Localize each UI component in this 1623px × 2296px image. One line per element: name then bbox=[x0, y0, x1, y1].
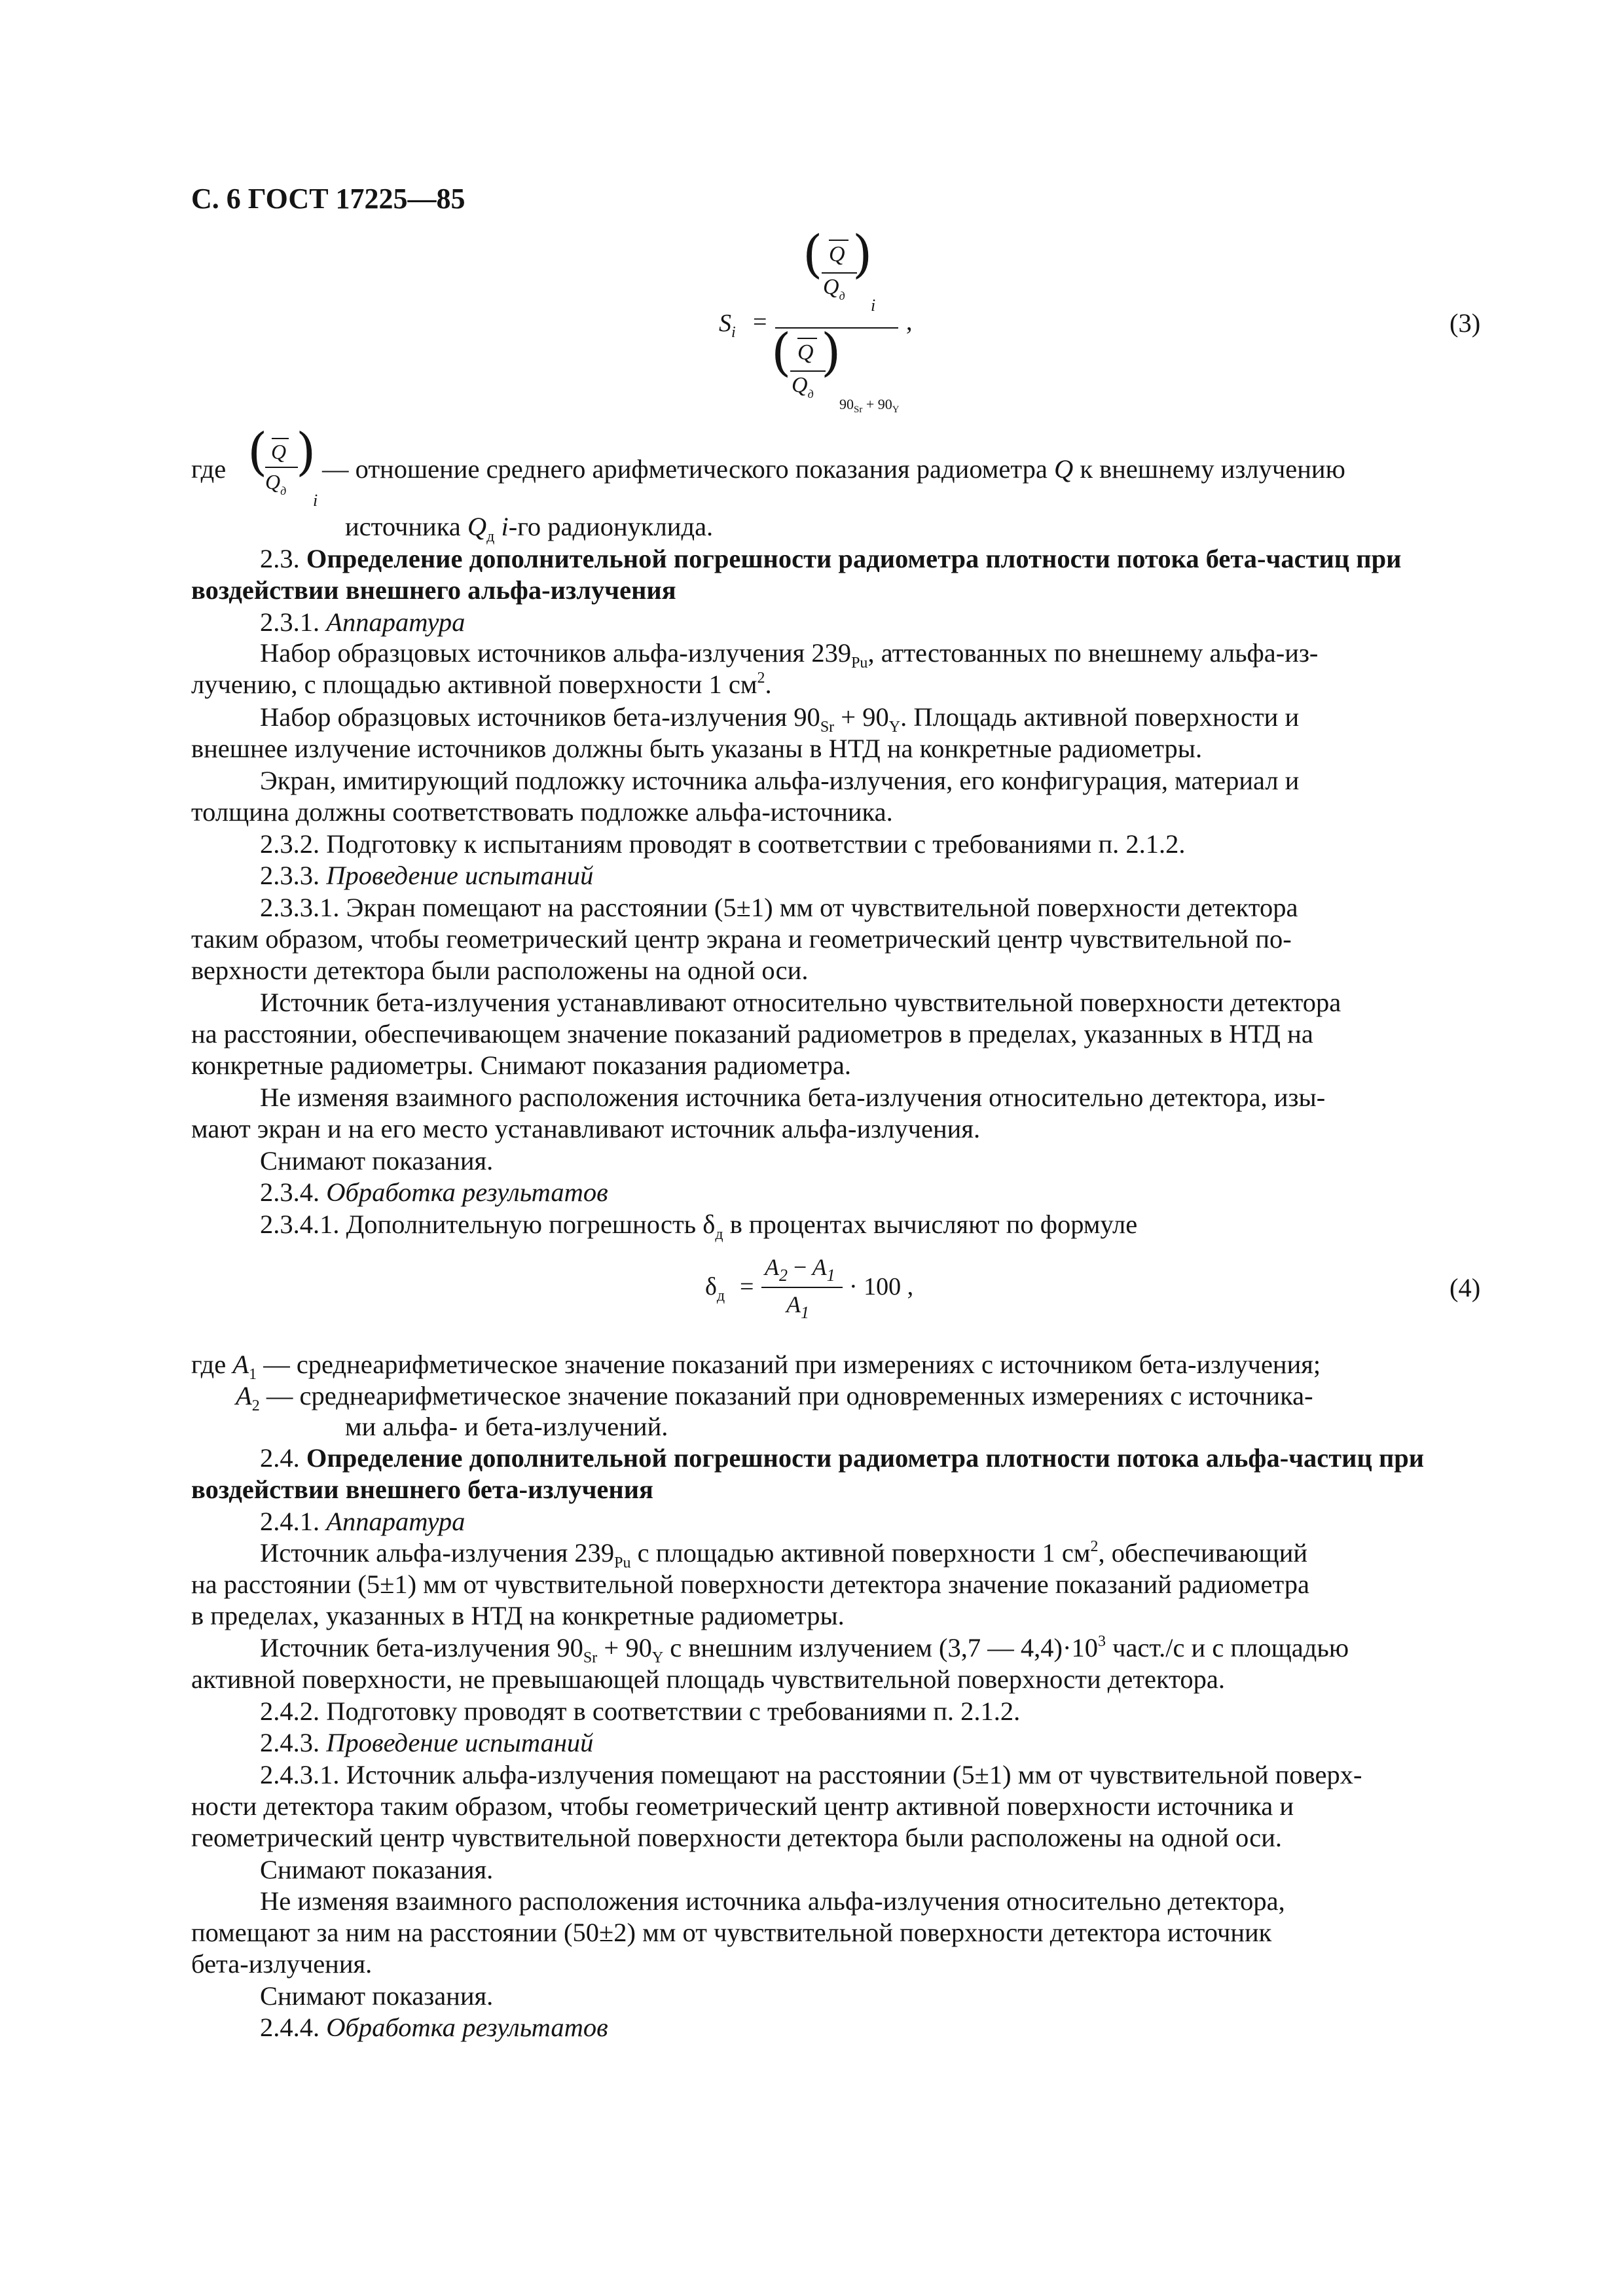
formula3-den-overline bbox=[797, 338, 817, 339]
where2-a2: $A_2$ — среднеарифметическое значение показаний при одновременных измерениях с источника- bbox=[236, 1381, 1313, 1414]
formula3-den-qd: $Q_д$ bbox=[792, 373, 814, 401]
section-2-4-4: 2.4.4. Обработка результатов bbox=[260, 2013, 608, 2042]
formula4-number: (4) bbox=[1450, 1273, 1481, 1302]
section-2-3-title: 2.3. Определение дополнительной погрешности радиометра плотности потока бета-частиц при bbox=[260, 544, 1402, 573]
para-p4-line2: на расстоянии, обеспечивающем значение показаний радиометров в пределах, указанных в НТД на bbox=[191, 1019, 1313, 1049]
section-2-4-3-1-line1: 2.4.3.1. Источник альфа-излучения помещают на расстоянии (5±1) мм от чувствительной поверх- bbox=[260, 1760, 1362, 1789]
para-p2-line2: внешнее излучение источников должны быть указаны в НТД на конкретные радиометры. bbox=[191, 734, 1203, 763]
para-p9: Снимают показания. bbox=[260, 1855, 494, 1884]
section-2-4-title-line2: воздействии внешнего бета-излучения bbox=[191, 1475, 653, 1504]
where1-line2: источника $Q_д$ i-го радионуклида. bbox=[345, 512, 714, 545]
where1-subscript: i bbox=[313, 491, 318, 510]
formula3-num-left-paren: ( bbox=[803, 225, 823, 284]
para-p4-line1: Источник бета-излучения устанавливают относительно чувствительной поверхности детектора bbox=[260, 988, 1341, 1017]
section-2-4-3-1-line3: геометрический центр чувствительной поверхности детектора были расположены на одной оси. bbox=[191, 1823, 1283, 1852]
section-2-3-3: 2.3.3. Проведение испытаний bbox=[260, 861, 594, 890]
where1-right-paren: ) bbox=[296, 423, 316, 482]
where1-qd: $Q_д$ bbox=[265, 470, 287, 497]
formula4-denominator: $A_1$ bbox=[786, 1291, 809, 1322]
para-p1-line1: Набор образцовых источников альфа-излучения $239_{Pu}$, аттестованных по внешнему альфа-из- bbox=[260, 638, 1319, 672]
para-p4-line3: конкретные радиометры. Снимают показания радиометра. bbox=[191, 1050, 852, 1080]
formula3-comma: , bbox=[906, 308, 913, 336]
where1-text: — отношение среднего арифметического показания радиометра Q к внешнему излучению bbox=[322, 454, 1345, 484]
para-p7-line2: на расстоянии (5±1) мм от чувствительной поверхности детектора значение показаний радиометра bbox=[191, 1570, 1309, 1599]
formula3-den-left-paren: ( bbox=[771, 323, 792, 382]
formula3-number: (3) bbox=[1450, 308, 1481, 338]
section-2-3-1: 2.3.1. Аппаратура bbox=[260, 607, 465, 637]
formula3-den-q: Q bbox=[797, 340, 814, 365]
section-2-3-2: 2.3.2. Подготовку к испытаниям проводят в соответствии с требованиями п. 2.1.2. bbox=[260, 829, 1186, 859]
section-2-3-3-1-line3: верхности детектора были расположены на одной оси. bbox=[191, 956, 809, 985]
para-p8-line1: Источник бета-излучения $90_{Sr} + 90_Y$ с внешним излучением (3,7 — $4,4)\cdot 10^3$ част./с и с площадью bbox=[260, 1633, 1349, 1666]
formula3-num-overline bbox=[829, 240, 848, 241]
para-p8-line2: активной поверхности, не превышающей площадь чувствительной поверхности детектора. bbox=[191, 1664, 1225, 1694]
para-p7-line1: Источник альфа-излучения $239_{Pu}$ с площадью активной поверхности 1 $см^2$, обеспечивающий bbox=[260, 1538, 1308, 1571]
where1-overline bbox=[272, 438, 289, 439]
formula3-den-fraction-bar bbox=[790, 370, 826, 372]
formula3-den-right-paren: ) bbox=[821, 323, 841, 382]
section-2-4-1: 2.4.1. Аппаратура bbox=[260, 1507, 465, 1536]
formula3-num-fraction-bar bbox=[822, 272, 857, 274]
formula3-num-subscript: i bbox=[871, 296, 876, 315]
where1-q: Q bbox=[271, 440, 287, 463]
para-p11: Снимают показания. bbox=[260, 1981, 494, 2011]
para-p2-line1: Набор образцовых источников бета-излучения $90_{Sr} + 90_Y$. Площадь активной поверхности и bbox=[260, 702, 1300, 736]
section-2-3-4-1: 2.3.4.1. Дополнительную погрешность $\delta_д$ в процентах вычисляют по формуле bbox=[260, 1210, 1138, 1243]
para-p3-line1: Экран, имитирующий подложку источника альфа-излучения, его конфигурация, материал и bbox=[260, 766, 1300, 795]
section-2-3-title-line2: воздействии внешнего альфа-излучения bbox=[191, 575, 676, 605]
para-p7-line3: в пределах, указанных в НТД на конкретные радиометры. bbox=[191, 1601, 845, 1630]
section-2-4-title: 2.4. Определение дополнительной погрешности радиометра плотности потока альфа-частиц при bbox=[260, 1443, 1425, 1473]
formula4-fraction-bar bbox=[761, 1287, 843, 1288]
page-header: С. 6 ГОСТ 17225—85 bbox=[191, 183, 465, 215]
formula3-num-qd: $Q_д$ bbox=[823, 275, 845, 302]
formula4-eq: = bbox=[740, 1273, 754, 1300]
where1-left-paren: ( bbox=[247, 423, 268, 482]
formula4-lhs: $\delta_д$ bbox=[705, 1273, 725, 1304]
para-p10-line2: помещают за ним на расстоянии (50±2) мм от чувствительной поверхности детектора источник bbox=[191, 1918, 1272, 1947]
formula3-num-right-paren: ) bbox=[852, 225, 873, 284]
section-2-4-3-1-line2: ности детектора таким образом, чтобы геометрический центр активной поверхности источника и bbox=[191, 1791, 1294, 1821]
section-2-3-4: 2.3.4. Обработка результатов bbox=[260, 1177, 608, 1207]
para-p1-line2: лучению, с площадью активной поверхности 1 $см^2$. bbox=[191, 670, 772, 699]
section-2-4-2: 2.4.2. Подготовку проводят в соответствии с требованиями п. 2.1.2. bbox=[260, 1696, 1021, 1726]
para-p6: Снимают показания. bbox=[260, 1146, 494, 1175]
para-p10-line1: Не изменяя взаимного расположения источника альфа-излучения относительно детектора, bbox=[260, 1886, 1285, 1916]
where2-a1: где $A_1$ — среднеарифметическое значение показаний при измерениях с источником бета-излучения; bbox=[191, 1350, 1321, 1383]
section-2-3-3-1-line2: таким образом, чтобы геометрический центр экрана и геометрический центр чувствительной по- bbox=[191, 924, 1292, 954]
para-p5-line2: мают экран и на его место устанавливают источник альфа-излучения. bbox=[191, 1114, 981, 1143]
formula4-numerator: $A_2 - A_1$ bbox=[765, 1254, 835, 1285]
section-2-3-3-1-line1: 2.3.3.1. Экран помещают на расстоянии (5±1) мм от чувствительной поверхности детектора bbox=[260, 893, 1298, 922]
formula3-den-subscript: $90_{Sr} + 90_Y$ bbox=[839, 396, 900, 415]
where1-fraction-bar bbox=[265, 467, 298, 468]
where2-a2-line2: ми альфа- и бета-излучений. bbox=[345, 1412, 668, 1441]
formula3-num-q: Q bbox=[829, 242, 845, 266]
formula4-mult: · 100 , bbox=[849, 1273, 914, 1300]
para-p10-line3: бета-излучения. bbox=[191, 1949, 373, 1979]
section-2-4-3: 2.4.3. Проведение испытаний bbox=[260, 1728, 594, 1757]
formula3-lhs: $S_i$ bbox=[719, 310, 736, 341]
para-p5-line1: Не изменяя взаимного расположения источника бета-излучения относительно детектора, изы- bbox=[260, 1083, 1326, 1112]
formula3-eq: = bbox=[753, 308, 767, 336]
para-p3-line2: толщина должны соответствовать подложке альфа-источника. bbox=[191, 797, 893, 827]
where1-gde: где bbox=[191, 454, 227, 484]
